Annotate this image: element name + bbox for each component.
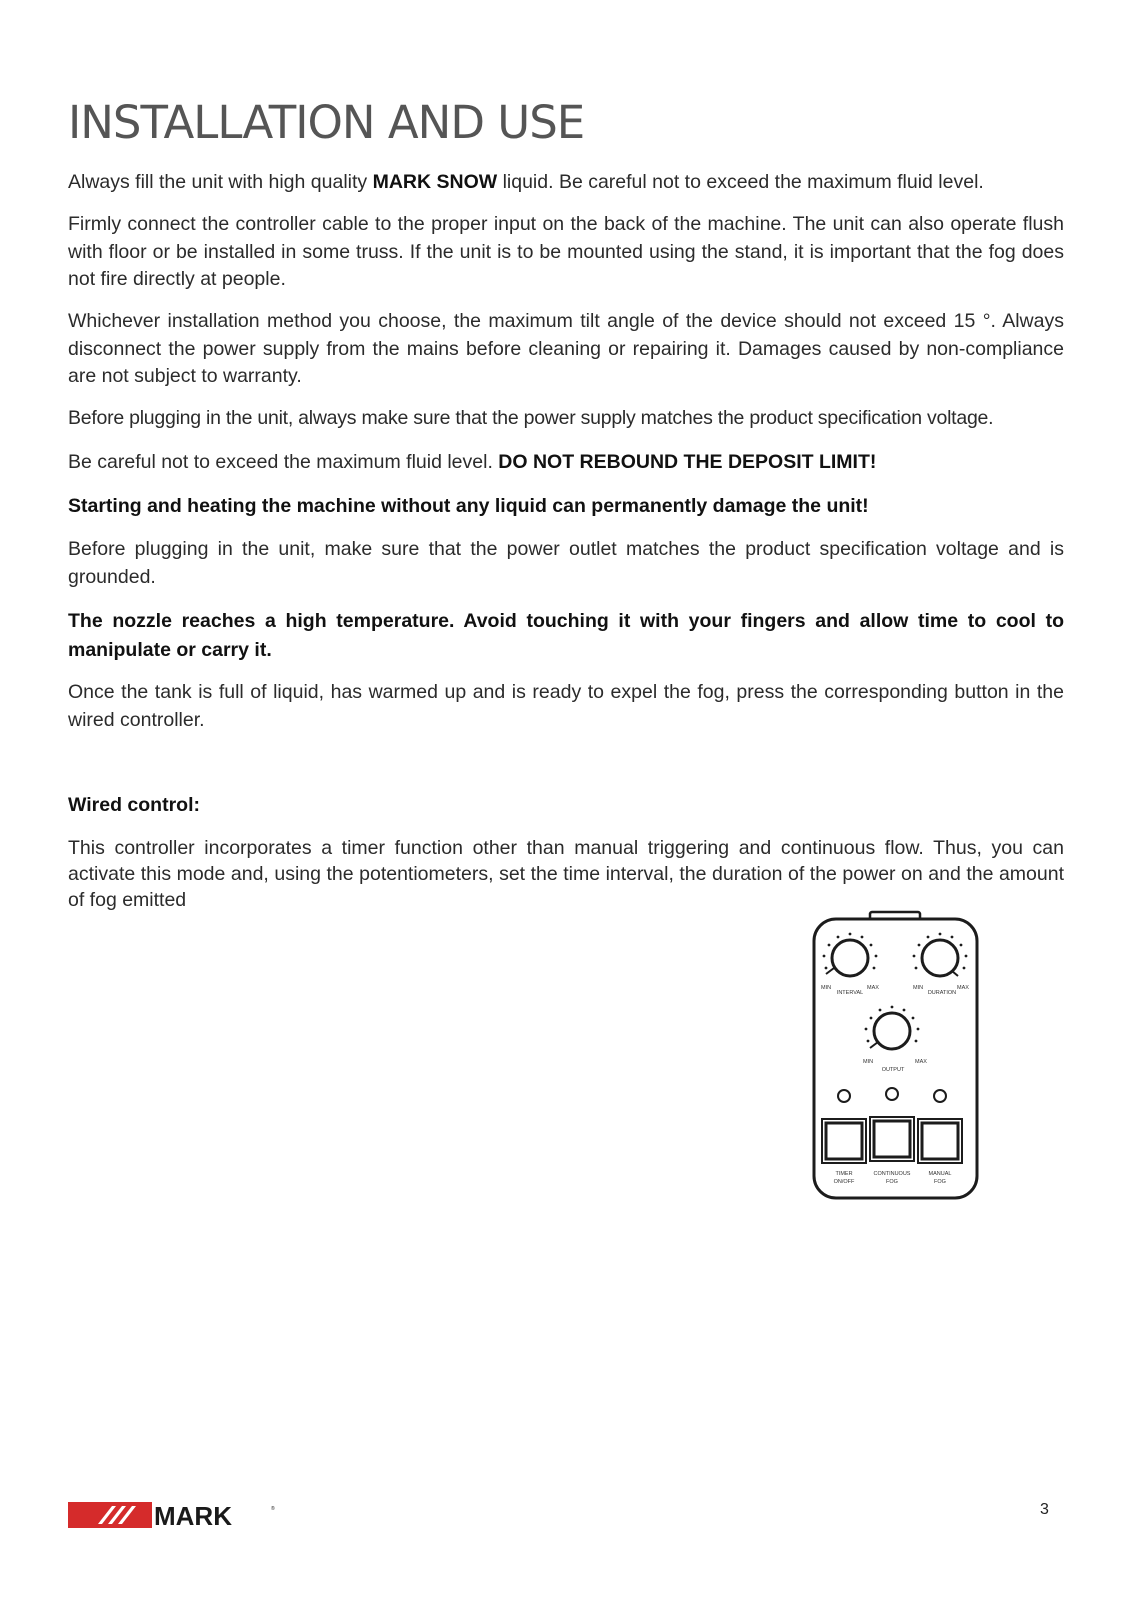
manual-led-indicator [934, 1090, 946, 1102]
duration-min-label: MIN [913, 985, 924, 991]
registered-mark: ® [271, 1506, 275, 1512]
wired-controller-diagram [812, 910, 1000, 1218]
manual-label-line2: FOG [934, 1179, 946, 1185]
duration-label: DURATION [927, 990, 957, 996]
interval-min-label: MIN [821, 985, 832, 991]
paragraph-tilt-angle: Whichever installation method you choose, the maximum tilt angle of the device should not exceed 15 °. Always disconnect the power supply from the mains before cleaning or repairing it. Damages caused by non-compliance are not subject to warranty. [68, 310, 1064, 387]
continuous-led-indicator [886, 1088, 898, 1100]
wired-control-heading: Wired control: [68, 794, 200, 816]
paragraph-fluid-level: Be careful not to exceed the maximum fluid level. DO NOT REBOUND THE DEPOSIT LIMIT! [68, 451, 877, 473]
manual-fog-button [918, 1119, 962, 1163]
paragraph-grounded-outlet: Before plugging in the unit, make sure that the power outlet matches the product specification voltage and is grounded. [68, 538, 1064, 588]
timer-label-line1: TIMER [835, 1171, 853, 1177]
paragraph-connect-cable: Firmly connect the controller cable to the proper input on the back of the machine. The unit can also operate flush with floor or be installed in some truss. If the unit is to be mounted using the stand, it is important that the fog does not fire directly at people. [68, 213, 1064, 290]
paragraph-fill-liquid: Always fill the unit with high quality MARK SNOW liquid. Be careful not to exceed the maximum fluid level. [68, 171, 984, 193]
deposit-limit-warning: DO NOT REBOUND THE DEPOSIT LIMIT! [498, 451, 877, 473]
interval-max-label: MAX [867, 985, 879, 991]
wired-control-description: This controller incorporates a timer function other than manual triggering and continuous flow. Thus, you can activate this mode and, using the potentiometers, set the time interval, the duration of the power on and the amount of fog emitted [68, 837, 1064, 911]
paragraph-power-supply: Before plugging in the unit, always make sure that the power supply matches the product specification voltage. [68, 407, 994, 429]
continuous-label-line1: CONTINUOUS [873, 1171, 911, 1177]
page-number: 3 [1040, 1501, 1049, 1518]
mark-logo [68, 1502, 278, 1528]
mark-logo-wordmark: MARK [154, 1502, 232, 1528]
mark-logo-emblem [68, 1502, 152, 1528]
warning-no-liquid: Starting and heating the machine without any liquid can permanently damage the unit! [68, 495, 869, 517]
continuous-label-line2: FOG [886, 1179, 898, 1185]
page-title: INSTALLATION AND USE [68, 96, 585, 149]
paragraph-expel-fog: Once the tank is full of liquid, has warmed up and is ready to expel the fog, press the corresponding button in the wired controller. [68, 681, 1064, 731]
timer-on-off-button [822, 1119, 866, 1163]
duration-max-label: MAX [957, 985, 969, 991]
timer-label-line2: ON/OFF [833, 1179, 855, 1185]
interval-label: INTERVAL [836, 990, 864, 996]
manual-label-line1: MANUAL [928, 1171, 952, 1177]
timer-led-indicator [838, 1090, 850, 1102]
output-max-label: MAX [915, 1059, 927, 1065]
output-min-label: MIN [863, 1059, 874, 1065]
output-label: OUTPUT [881, 1067, 905, 1073]
brand-liquid-name: MARK SNOW [372, 171, 498, 193]
warning-nozzle-hot: The nozzle reaches a high temperature. Avoid touching it with your fingers and allow time to cool to manipulate or carry it. [68, 610, 1064, 661]
continuous-fog-button [870, 1117, 914, 1161]
